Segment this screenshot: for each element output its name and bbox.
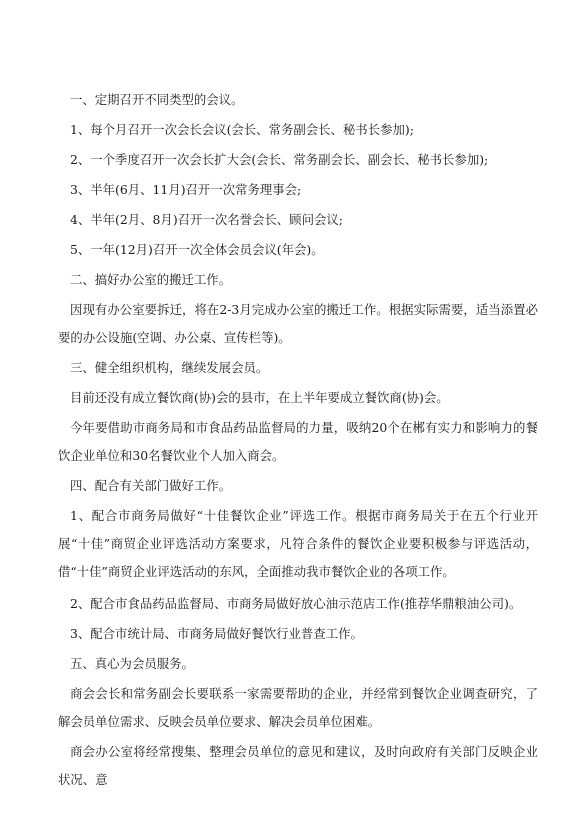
list-item-top-ten-selection: 1、配合市商务局做好“十佳餐饮企业”评选工作。根据市商务局关于在五个行业开展“十佳”商贸企业评选活动方案要求，凡符合条件的餐饮企业要积极参与评选活动，借“十佳”商贸企业评选活动的东风，全面推动我市餐饮企业的各项工作。 bbox=[58, 508, 538, 579]
list-item-annual-meeting: 5、一年(12月)召开一次全体会员会议(年会)。 bbox=[70, 242, 324, 257]
paragraph-county-associations: 目前还没有成立餐饮商(协)会的县市，在上半年要成立餐饮商(协)会。 bbox=[70, 390, 449, 405]
list-item-quarterly-meeting: 2、一个季度召开一次会长扩大会(会长、常务副会长、副会长、秘书长参加); bbox=[70, 152, 489, 167]
section-heading-cooperation: 四、配合有关部门做好工作。 bbox=[70, 478, 232, 493]
paragraph-office-move: 因现有办公室要拆迁，将在2-3月完成办公室的搬迁工作。根据实际需要，适当添置必要的办公设施(空调、办公桌、宣传栏等)。 bbox=[58, 302, 538, 345]
section-heading-office-move: 二、搞好办公室的搬迁工作。 bbox=[70, 272, 232, 287]
list-item-safe-oil-stores: 2、配合市食品药品监督局、市商务局做好放心油示范店工作(推荐华鼎粮油公司)。 bbox=[70, 596, 522, 611]
paragraph-leader-contact: 商会会长和常务副会长要联系一家需要帮助的企业，并经常到餐饮企业调查研究，了解会员单位需求、反映会员单位要求、解决会员单位困难。 bbox=[58, 686, 538, 729]
list-item-executive-meeting: 3、半年(6月、11月)召开一次常务理事会; bbox=[70, 182, 302, 197]
section-heading-organization: 三、健全组织机构，继续发展会员。 bbox=[70, 360, 269, 375]
paragraph-recruit-members: 今年要借助市商务局和市食品药品监督局的力量，吸纳20个在郴有实力和影响力的餐饮企业单位和30名餐饮业个人加入商会。 bbox=[58, 420, 538, 463]
paragraph-office-feedback: 商会办公室将经常搜集、整理会员单位的意见和建议，及时向政府有关部门反映企业状况、意 bbox=[58, 744, 538, 787]
list-item-honorary-meeting: 4、半年(2月、8月)召开一次名誉会长、顾问会议; bbox=[70, 212, 343, 227]
list-item-monthly-meeting: 1、每个月召开一次会长会议(会长、常务副会长、秘书长参加); bbox=[70, 122, 414, 137]
section-heading-member-service: 五、真心为会员服务。 bbox=[70, 656, 194, 671]
list-item-industry-census: 3、配合市统计局、市商务局做好餐饮行业普查工作。 bbox=[70, 626, 363, 641]
section-heading-meetings: 一、定期召开不同类型的会议。 bbox=[70, 92, 244, 107]
